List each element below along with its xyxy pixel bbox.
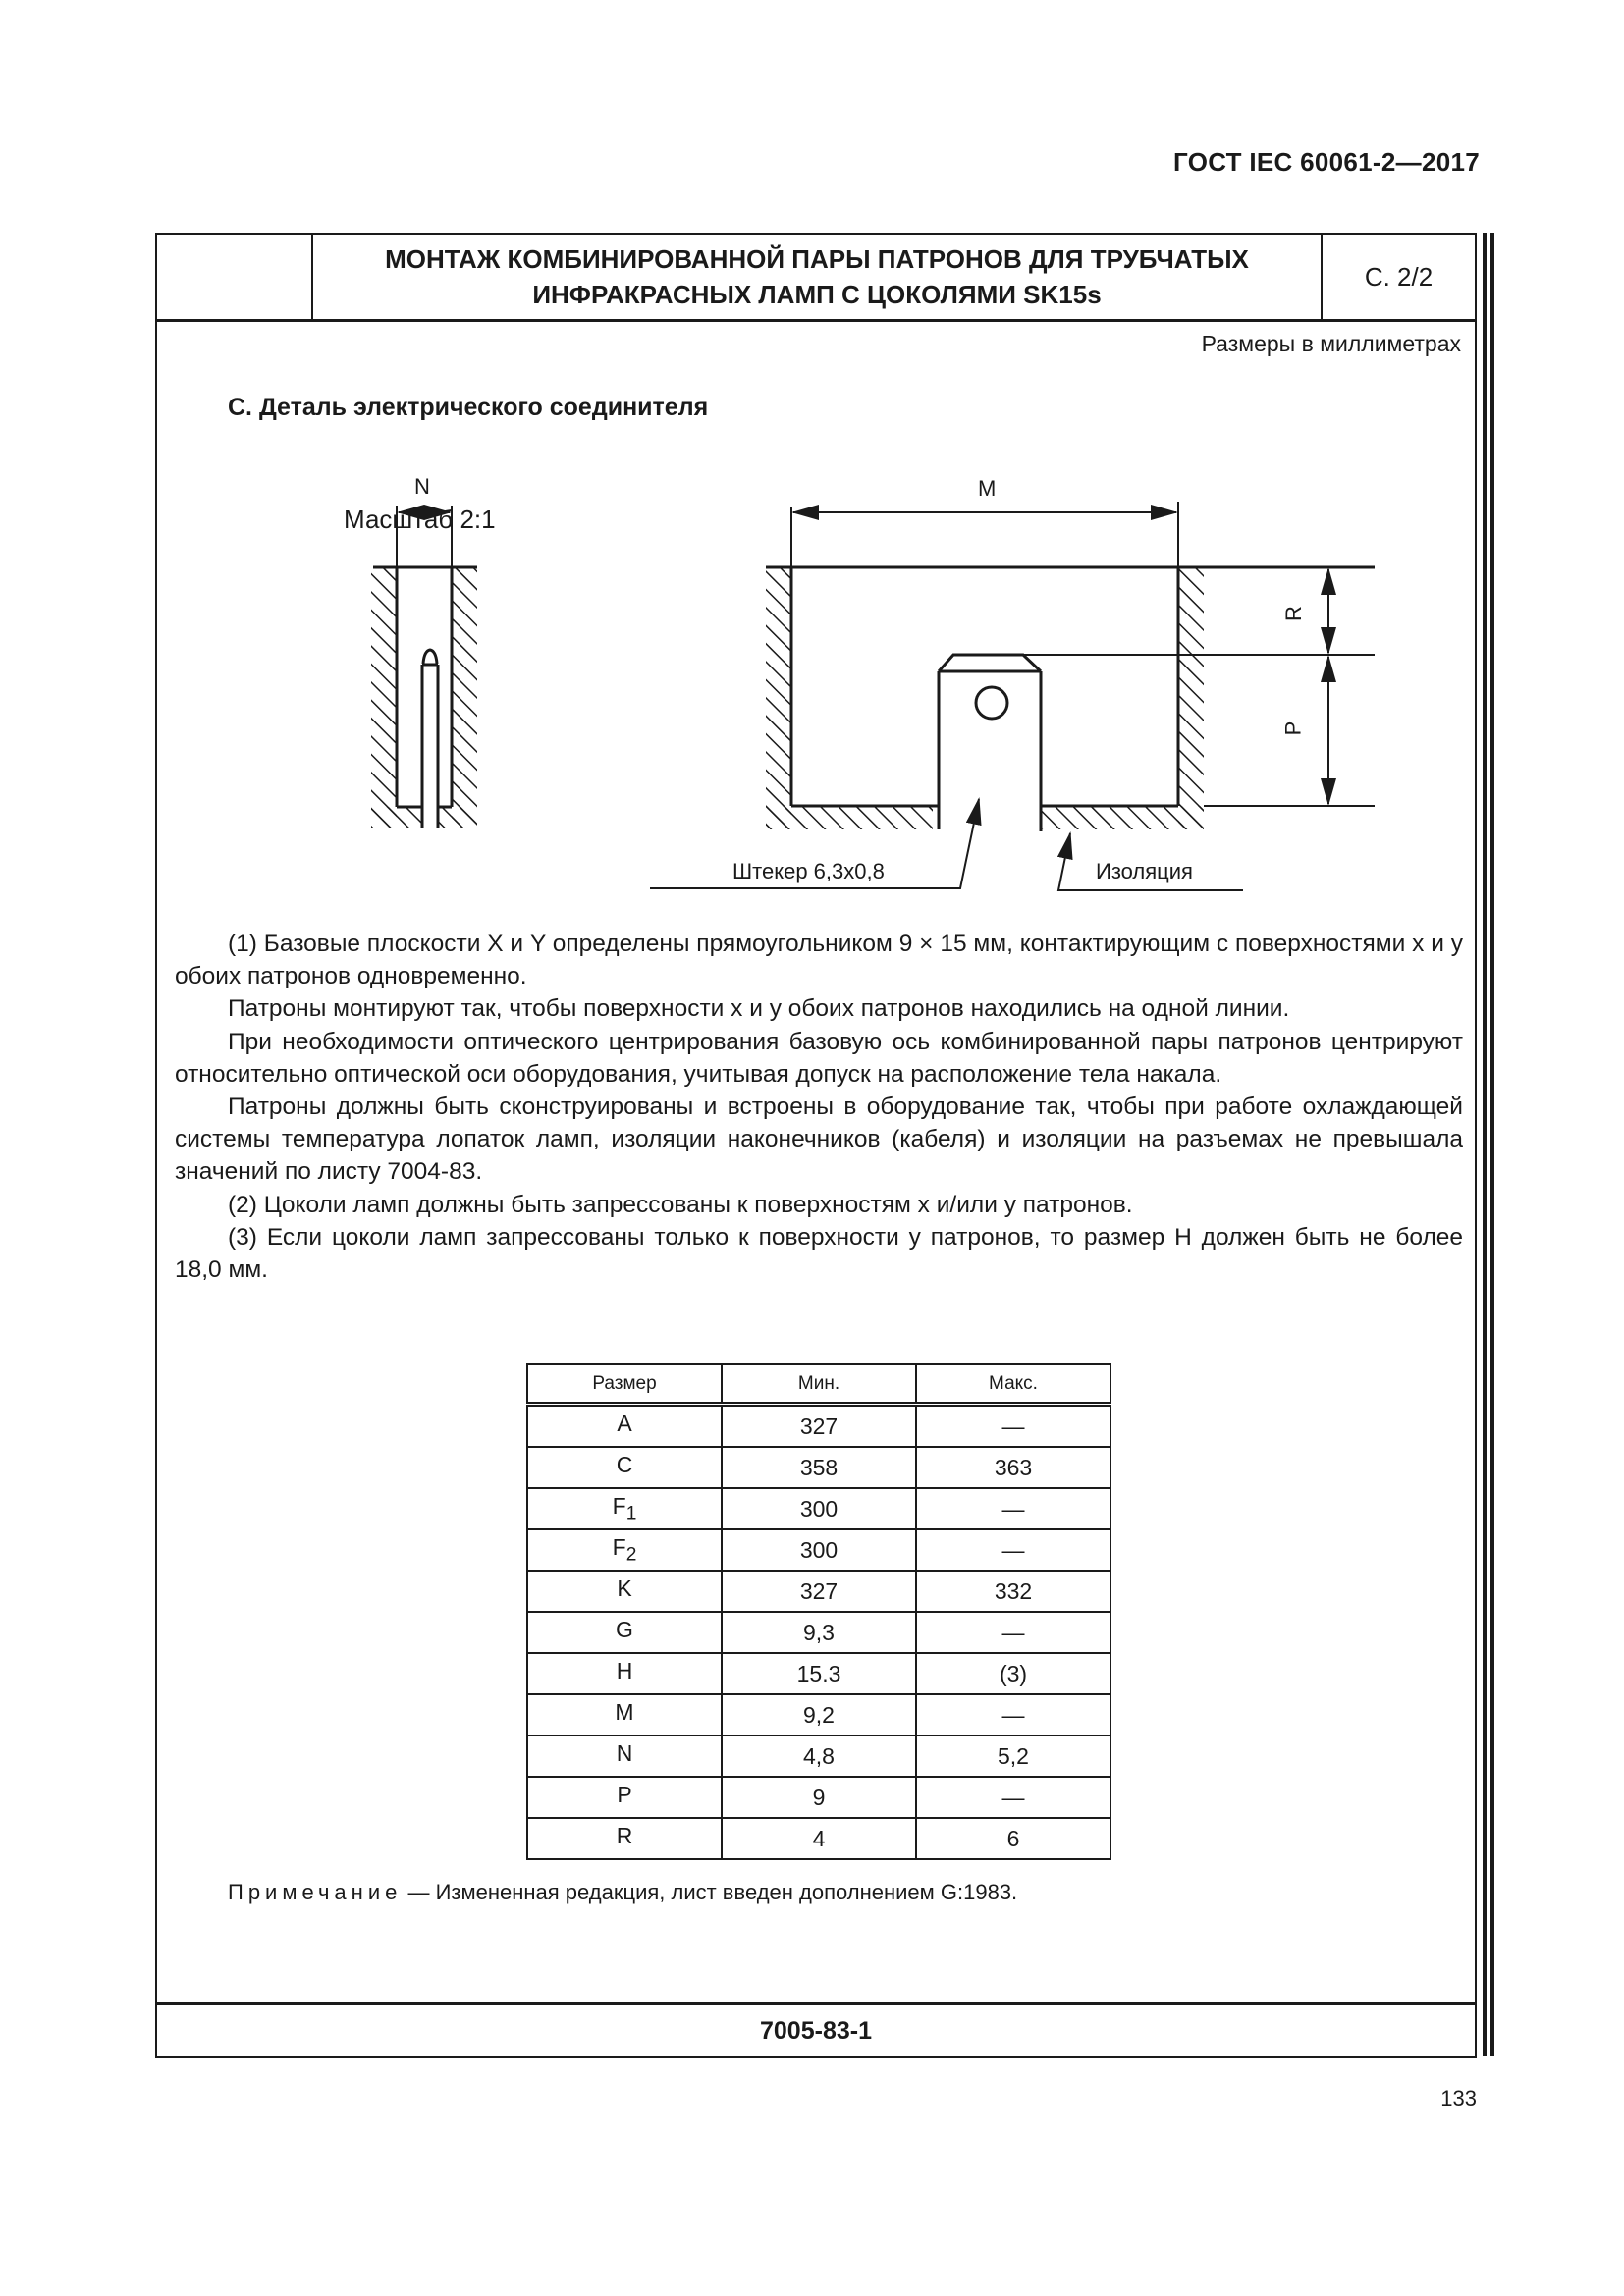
connector-detail-drawing bbox=[157, 235, 1479, 922]
cell-min: 4,8 bbox=[722, 1735, 916, 1777]
dimensions-table bbox=[526, 1363, 1111, 1860]
paragraph: При необходимости оптического центрирования базовую ось комбинированной пары патронов центрируют относительно оптической оси оборудования, учитывая допуск на расположение тела накала. bbox=[175, 1028, 1463, 1088]
cell-max: — bbox=[916, 1405, 1110, 1448]
dimension-label-r: R bbox=[1280, 606, 1306, 621]
paragraph: (1) Базовые плоскости X и Y определены прямоугольником 9 × 15 мм, контактирующим с поверхностями x и y обоих патронов одновременно. bbox=[175, 931, 1463, 990]
cell-max: 332 bbox=[916, 1571, 1110, 1612]
cell-min: 9,2 bbox=[722, 1694, 916, 1735]
sheet-code: 7005-83-1 bbox=[760, 2016, 872, 2045]
table-row bbox=[527, 1653, 1110, 1694]
page-number: 133 bbox=[1440, 2086, 1477, 2110]
table-header-row bbox=[527, 1364, 1110, 1405]
cell-max: 363 bbox=[916, 1447, 1110, 1488]
table-row bbox=[527, 1405, 1110, 1448]
cell-size: $F_1$ bbox=[527, 1488, 722, 1529]
cell-min: 300 bbox=[722, 1488, 916, 1529]
body-text bbox=[175, 928, 1463, 1286]
cell-max: — bbox=[916, 1694, 1110, 1735]
column-header-max: Макс. bbox=[916, 1364, 1110, 1405]
cell-min: 327 bbox=[722, 1571, 916, 1612]
sheet-page-indicator: С. 2/2 bbox=[1364, 261, 1434, 292]
cell-size: N bbox=[527, 1735, 722, 1777]
cell-max: — bbox=[916, 1529, 1110, 1571]
section-title: С. Деталь электрического соединителя bbox=[228, 394, 709, 421]
callout-plug: Штекер 6,3х0,8 bbox=[732, 859, 885, 883]
sheet-frame bbox=[155, 233, 1477, 2058]
cell-size: K bbox=[527, 1571, 722, 1612]
cell-max: 5,2 bbox=[916, 1735, 1110, 1777]
paragraph: (3) Если цоколи ламп запрессованы только к поверхности y патронов, то размер H должен быть не более 18,0 мм. bbox=[175, 1223, 1463, 1284]
sheet-footer bbox=[157, 2002, 1475, 2056]
cell-max: — bbox=[916, 1488, 1110, 1529]
paragraph: (2) Цоколи ламп должны быть запрессованы к поверхностям x и/или y патронов. bbox=[228, 1191, 1133, 1218]
cell-max: (3) bbox=[916, 1653, 1110, 1694]
cell-size: A bbox=[527, 1405, 722, 1448]
note-label: Примечание bbox=[228, 1880, 403, 1904]
table-row bbox=[527, 1612, 1110, 1653]
table-row bbox=[527, 1447, 1110, 1488]
table-row bbox=[527, 1488, 1110, 1529]
cell-min: 300 bbox=[722, 1529, 916, 1571]
note-text: — Измененная редакция, лист введен дополнением G:1983. bbox=[407, 1880, 1018, 1904]
cell-size: G bbox=[527, 1612, 722, 1653]
cell-size: P bbox=[527, 1777, 722, 1818]
paragraph: Патроны должны быть сконструированы и встроены в оборудование так, чтобы при работе охлаждающей системы температура лопаток ламп, изоляции наконечников (кабеля) и изоляции на разъемах не превышала значений по листу 7004-83. bbox=[175, 1094, 1463, 1186]
dimension-label-p: P bbox=[1280, 721, 1306, 736]
frame-outer-line bbox=[1483, 233, 1487, 2056]
cell-min: 9,3 bbox=[722, 1612, 916, 1653]
cell-min: 327 bbox=[722, 1405, 916, 1448]
table-row bbox=[527, 1694, 1110, 1735]
table-row bbox=[527, 1529, 1110, 1571]
cell-size: $F_2$ bbox=[527, 1529, 722, 1571]
column-header-size: Размер bbox=[527, 1364, 722, 1405]
scale-label: Масштаб 2:1 bbox=[344, 505, 496, 534]
column-header-min: Мин. bbox=[722, 1364, 916, 1405]
table-row bbox=[527, 1818, 1110, 1859]
cell-size: C bbox=[527, 1447, 722, 1488]
cell-size: M bbox=[527, 1694, 722, 1735]
dimension-label-m: M bbox=[978, 476, 997, 501]
cell-max: 6 bbox=[916, 1818, 1110, 1859]
sheet-title-line2: ИНФРАКРАСНЫХ ЛАМП С ЦОКОЛЯМИ SK15s bbox=[532, 280, 1102, 309]
cell-min: 4 bbox=[722, 1818, 916, 1859]
cell-max: — bbox=[916, 1777, 1110, 1818]
front-view bbox=[650, 502, 1375, 890]
paragraph: Патроны монтируют так, чтобы поверхности x и y обоих патронов находились на одной линии. bbox=[228, 995, 1290, 1023]
cell-min: 358 bbox=[722, 1447, 916, 1488]
units-note: Размеры в миллиметрах bbox=[1201, 331, 1461, 356]
frame-outer-line bbox=[1490, 233, 1494, 2056]
callout-insulation: Изоляция bbox=[1096, 859, 1193, 883]
cell-min: 15.3 bbox=[722, 1653, 916, 1694]
cell-max: — bbox=[916, 1612, 1110, 1653]
table-row bbox=[527, 1777, 1110, 1818]
document-code: ГОСТ IEC 60061-2—2017 bbox=[1173, 147, 1480, 177]
table-row bbox=[527, 1571, 1110, 1612]
cell-size: R bbox=[527, 1818, 722, 1859]
side-view bbox=[371, 506, 477, 829]
cell-min: 9 bbox=[722, 1777, 916, 1818]
dimension-label-n: N bbox=[414, 474, 430, 499]
table-row bbox=[527, 1735, 1110, 1777]
cell-size: H bbox=[527, 1653, 722, 1694]
sheet-title-line1: МОНТАЖ КОМБИНИРОВАННОЙ ПАРЫ ПАТРОНОВ ДЛЯ ТРУБЧАТЫХ bbox=[385, 244, 1249, 274]
note bbox=[228, 1880, 1017, 1905]
